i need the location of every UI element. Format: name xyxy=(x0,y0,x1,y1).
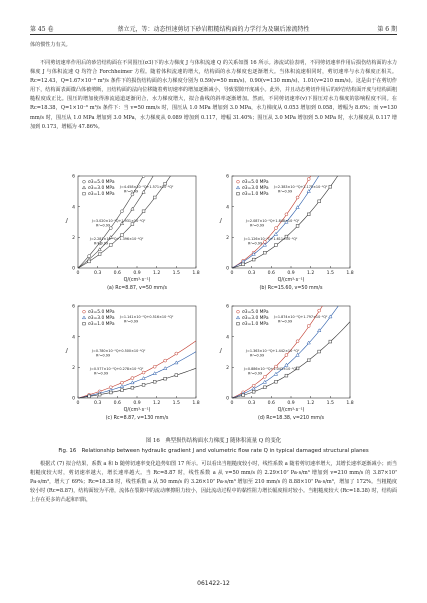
y-tick-label: 2 xyxy=(72,365,75,371)
running-title: 蔡立元，等：动态恒速剪切下砂岩粗糙结构面的力学行为及碾后渗流特性 xyxy=(117,26,310,33)
fit-equation: J=3.020×10⁻²Q+1.931×10⁻²Q² xyxy=(92,219,146,223)
fit-r2: R²=0.99 xyxy=(248,371,263,376)
fit-r2: R²=0.99 xyxy=(250,353,265,358)
legend-marker xyxy=(83,192,86,195)
data-point xyxy=(285,354,288,357)
fit-equation: J=1.874×10⁻²Q+1.797×10⁻²Q² xyxy=(274,315,328,319)
data-point xyxy=(263,375,266,378)
y-tick-label: 4 xyxy=(226,205,229,211)
legend-marker xyxy=(237,192,240,195)
data-point xyxy=(296,224,299,227)
fit-r2: R²=0.99 xyxy=(96,353,111,358)
figure-caption-cn: 图 16 典型损伤结构面水力梯度 J 随体积流量 Q 的变化 xyxy=(145,438,282,444)
x-tick-label: 0.6 xyxy=(267,271,275,276)
issue-label: 第 6 期 xyxy=(377,26,397,33)
data-point xyxy=(120,381,123,384)
x-tick-label: 0.9 xyxy=(287,401,295,406)
figure-16-svg xyxy=(60,172,370,434)
data-point xyxy=(142,210,145,213)
x-tick-label: 1.8 xyxy=(192,271,200,276)
y-tick-label: 6 xyxy=(72,304,75,310)
data-point xyxy=(263,386,266,389)
legend-label: σ3=1.0 MPa xyxy=(242,192,269,197)
data-point xyxy=(153,365,156,368)
x-axis-label: Q/(cm³·s⁻¹) xyxy=(277,408,305,413)
x-axis-label: Q/(cm³·s⁻¹) xyxy=(123,278,151,283)
page-header xyxy=(30,22,397,35)
paragraph-2: 不同剪切速率作用后的砂岩结构面在不同围压(σ3)下的水力梯度 J 与体积流速 Q 的关系如图 16 所示。渗流试验表明，不同剪切速率作用后损伤结构面的水力梯度 J 与体积流速 Q 均符合 Forchheimer 方程。随着体积流速的增大，结构面的水力梯度也逐渐增大。当体积流速相同时，剪切速率与水力梯度正相关。Rc=12.43，Q=1.67×10⁻⁶ m³/s 条件下的损伤结构面的水力梯度分别为 0.59(v=50 mm/s)、0.90(v=130 mm/s)、1.01(v=210 mm/s)。这是由于在剪切作用下，结构面表面微凸体被剪断，且结构面的法向位移随着剪切速率的增加逐渐减小，导致裂隙开度减小。此外，并且动态剪切作用后的砂岩结构面开度与结构面粗糙程度成正比。围压的增加使得渗流通道逐渐闭合，水力梯度增大，拟合曲线的斜率逐渐增加。然而，不同剪切速率(v)下围压对水力梯度的影响程度不同。在 Rc=18.38，Q=1×10⁻⁶ m³/s 条件下：当 v=50 mm/s 时，围压从 1.0 MPa 增加到 3.0 MPa，水力梯度从 0.053 增加到 0.058，增幅为 8.6%；而 v=130 mm/s 时，围压从 1.0 MPa 增加到 3.0 MPa，水力梯度从 0.089 增加到 0.117，增幅 31.40%；围压从 3.0 MPa 增加到 5.0 MPa 时，水力梯度从 0.117 增加到 0.173，增幅为 47.86%。 xyxy=(30,60,397,130)
data-point xyxy=(275,244,278,247)
x-tick-label: 0.6 xyxy=(267,401,275,406)
legend-label: σ3=5.0 MPa xyxy=(88,180,115,185)
fit-r2: R²=0.99 xyxy=(94,241,109,246)
legend-marker xyxy=(83,180,86,183)
fit-equation: J=2.383×10⁻²Q+2.175×10⁻²Q² xyxy=(274,185,328,189)
y-tick-label: 4 xyxy=(72,205,75,211)
legend-marker xyxy=(236,186,239,189)
y-tick-label: 2 xyxy=(226,235,229,241)
x-tick-label: 1.5 xyxy=(172,401,180,406)
fit-equation: J=1.126×10⁻²Q+1.611×10⁻²Q² xyxy=(244,237,298,241)
x-tick-label: 0.6 xyxy=(113,401,121,406)
data-point xyxy=(329,340,332,343)
fit-r2: R²=0.99 xyxy=(278,189,293,194)
panel-caption: (c) Rc=8.87, v=130 mm/s xyxy=(105,416,169,421)
legend-label: σ3=3.0 MPa xyxy=(242,186,269,191)
fit-equation: J=2.087×10⁻²Q+1.848×10⁻²Q² xyxy=(246,219,300,223)
figure-16 xyxy=(60,172,370,434)
y-tick-label: 6 xyxy=(226,174,229,180)
x-axis-label: Q/(cm³·s⁻¹) xyxy=(123,408,151,413)
x-tick-label: 1.5 xyxy=(172,271,180,276)
x-tick-label: 1.2 xyxy=(153,271,161,276)
y-axis-label: J xyxy=(220,348,222,354)
fit-equation: J=0.577×10⁻²Q+0.278×10⁻²Q² xyxy=(90,367,144,371)
x-tick-label: 1.8 xyxy=(346,271,354,276)
legend-marker xyxy=(237,180,240,183)
chart-panel-2 xyxy=(219,172,353,291)
legend-label: σ3=5.0 MPa xyxy=(242,180,269,185)
data-point xyxy=(317,173,320,176)
legend-marker xyxy=(83,322,86,325)
data-point xyxy=(142,383,145,386)
x-tick-label: 1.8 xyxy=(192,401,200,406)
data-point xyxy=(164,377,167,380)
x-tick-label: 0 xyxy=(230,271,234,276)
data-point xyxy=(296,196,299,199)
data-point xyxy=(318,350,321,353)
x-tick-label: 0.9 xyxy=(133,271,141,276)
data-point xyxy=(307,178,310,181)
data-point xyxy=(329,291,332,294)
x-tick-label: 0.3 xyxy=(94,401,102,406)
y-tick-label: 2 xyxy=(72,235,75,241)
data-point xyxy=(285,213,288,216)
y-tick-label: 0 xyxy=(226,266,229,272)
paragraph-1: 体的惯性力有关。 xyxy=(30,42,71,48)
fit-equation: J=1.363×10⁻²Q+1.442×10⁻²Q² xyxy=(246,349,300,353)
figure-caption-en: Fig. 16 Relationship between hydraulic gradient J and volumetric flow rate Q in typical damaged structural planes xyxy=(58,448,369,454)
data-point xyxy=(121,389,124,392)
data-point xyxy=(88,255,91,258)
x-tick-label: 0.3 xyxy=(248,401,256,406)
data-point xyxy=(88,260,91,263)
data-point xyxy=(131,377,134,380)
x-tick-label: 0.3 xyxy=(94,271,102,276)
data-point xyxy=(98,393,101,396)
data-point xyxy=(329,185,332,188)
y-tick-label: 6 xyxy=(226,304,229,310)
data-point xyxy=(275,380,278,383)
data-point xyxy=(318,309,321,312)
paragraph-3: 根据式 (7) 拟合结果，系数 a 和 b 随剪切速率变化趋势如图 17 所示。可以看出当粗糙度较小时，线性系数 a 随着剪切速率增大，其增长速率逐渐减小；而当粗糙度较大时，剪切速率越大，增长速率越大。当 Rc=8.87 时，线性系数 a 从 v=50 mm/s 的 2.29×10⁷ Pa·s/m³ 增加到 v=210 mm/s 的 3.87×10⁷ Pa·s/m³，增大了 69%；Rc=18.38 时，线性系数 a 从 50 mm/s 的 3.26×10⁷ Pa·s/m³ 增加至 210 mm/s 的 8.88×10⁷ Pa·s/m³，增加了 172%。当粗糙度较小时 (Rc=8.87)，结构面较为平滑，流体在裂隙中的流动摩擦阻力较小，因此流动过程中的黏性阻力增长幅度相对较小。当粗糙度较大 (Rc=18.38) 时，结构面上存在更多的凸起和凹陷， xyxy=(30,461,397,504)
fit-r2: R²=0.99 xyxy=(248,241,263,246)
legend-marker xyxy=(237,310,240,313)
fit-curve xyxy=(232,289,350,398)
data-point xyxy=(109,391,112,394)
chart-panel-3 xyxy=(65,304,199,421)
y-tick-label: 0 xyxy=(72,396,75,402)
data-point xyxy=(142,371,145,374)
data-point xyxy=(263,380,266,383)
data-point xyxy=(274,227,277,230)
data-point xyxy=(153,380,156,383)
fit-r2: R²=0.99 xyxy=(124,319,139,324)
fit-r2: R²=0.99 xyxy=(124,189,139,194)
data-point xyxy=(318,200,321,203)
x-tick-label: 1.2 xyxy=(153,401,161,406)
fit-r2: R²=0.99 xyxy=(278,319,293,324)
data-point xyxy=(88,395,91,398)
data-point xyxy=(252,387,255,390)
data-point xyxy=(307,341,310,344)
data-point xyxy=(252,258,255,261)
legend-label: σ3=1.0 MPa xyxy=(88,192,115,197)
data-point xyxy=(252,390,255,393)
fit-r2: R²=0.99 xyxy=(94,371,109,376)
data-point xyxy=(263,251,266,254)
fit-equation: J=2.281×10⁻²Q+1.396×10⁻²Q² xyxy=(90,237,144,241)
data-point xyxy=(285,374,288,377)
x-tick-label: 0.9 xyxy=(133,401,141,406)
data-point xyxy=(120,210,123,213)
data-point xyxy=(164,359,167,362)
legend-label: σ3=3.0 MPa xyxy=(242,316,269,321)
fit-equation: J=1.141×10⁻²Q+0.516×10⁻²Q² xyxy=(120,315,174,319)
legend-marker xyxy=(83,310,86,313)
data-point xyxy=(307,213,310,216)
legend-marker xyxy=(82,316,85,319)
y-axis-label: J xyxy=(66,348,68,354)
data-point xyxy=(153,172,156,174)
x-tick-label: 1.5 xyxy=(326,401,334,406)
legend-marker xyxy=(82,186,85,189)
data-point xyxy=(109,244,112,247)
legend-label: σ3=5.0 MPa xyxy=(242,310,269,315)
x-tick-label: 0.6 xyxy=(113,271,121,276)
x-tick-label: 1.2 xyxy=(307,401,315,406)
y-tick-label: 2 xyxy=(226,365,229,371)
data-point xyxy=(296,340,299,343)
data-point xyxy=(175,374,178,377)
data-point xyxy=(307,359,310,362)
data-point xyxy=(274,372,277,375)
legend-marker xyxy=(236,316,239,319)
fit-equation: J=4.458×10⁻²Q+1.571×10⁻²Q² xyxy=(120,185,174,189)
panel-caption: (a) Rc=8.87, v=50 mm/s xyxy=(107,286,167,291)
data-point xyxy=(153,196,156,199)
data-point xyxy=(121,234,124,237)
data-point xyxy=(142,175,145,178)
panel-caption: (d) Rc=18.38, v=210 mm/s xyxy=(257,416,325,421)
y-axis-label: J xyxy=(66,218,68,224)
x-tick-label: 0.3 xyxy=(248,271,256,276)
legend-label: σ3=1.0 MPa xyxy=(88,322,115,327)
data-point xyxy=(131,223,134,226)
legend-label: σ3=3.0 MPa xyxy=(88,186,115,191)
x-tick-label: 1.2 xyxy=(307,271,315,276)
x-tick-label: 0 xyxy=(76,401,80,406)
legend-label: σ3=1.0 MPa xyxy=(242,322,269,327)
data-point xyxy=(307,324,310,327)
x-tick-label: 0 xyxy=(76,271,80,276)
data-point xyxy=(142,190,145,193)
x-tick-label: 1.8 xyxy=(346,401,354,406)
data-point xyxy=(242,394,245,397)
legend-marker xyxy=(237,322,240,325)
panel-caption: (b) Rc=15.60, v=50 mm/s xyxy=(259,286,323,291)
data-point xyxy=(98,253,101,256)
fit-r2: R²=0.99 xyxy=(250,223,265,228)
data-point xyxy=(242,263,245,266)
fit-equation: J=0.780×10⁻²Q+0.500×10⁻²Q² xyxy=(92,349,146,353)
fit-r2: R²=0.99 xyxy=(96,223,111,228)
y-tick-label: 4 xyxy=(72,335,75,341)
page-number: 061422-12 xyxy=(197,580,230,587)
x-axis-label: Q/(cm³·s⁻¹) xyxy=(277,278,305,283)
fit-equation: J=0.886×10⁻²Q+1.043×10⁻²Q² xyxy=(244,367,298,371)
volume-label: 第 45 卷 xyxy=(30,26,54,33)
legend-label: σ3=5.0 MPa xyxy=(88,310,115,315)
y-tick-label: 6 xyxy=(72,174,75,180)
x-tick-label: 0 xyxy=(230,401,234,406)
legend-label: σ3=3.0 MPa xyxy=(88,316,115,321)
data-point xyxy=(175,352,178,355)
data-point xyxy=(131,386,134,389)
y-tick-label: 4 xyxy=(226,335,229,341)
x-tick-label: 1.5 xyxy=(326,271,334,276)
y-axis-label: J xyxy=(220,218,222,224)
chart-panel-1 xyxy=(65,172,199,291)
y-tick-label: 0 xyxy=(226,396,229,402)
x-tick-label: 0.9 xyxy=(287,271,295,276)
y-tick-label: 0 xyxy=(72,266,75,272)
